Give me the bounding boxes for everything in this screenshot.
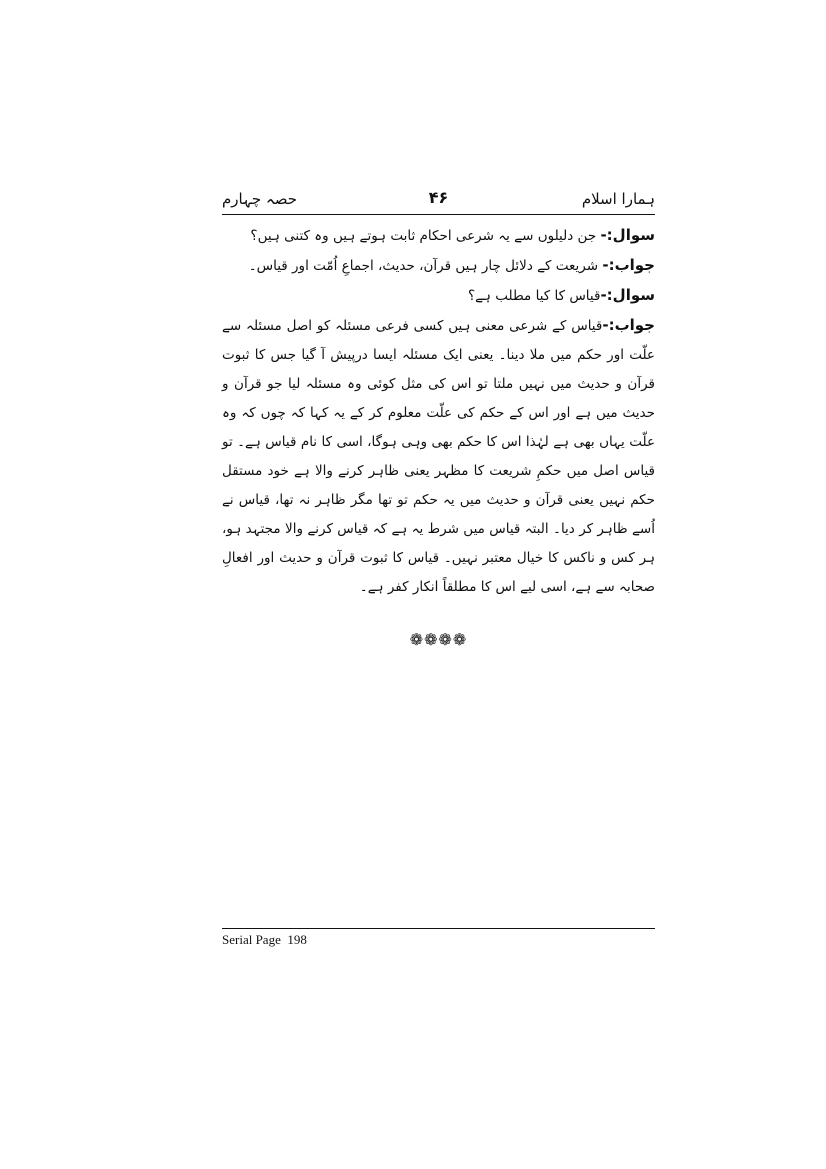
question-label: سوال:- <box>600 226 655 244</box>
answer-label: جواب:- <box>602 256 655 274</box>
page-body <box>222 188 655 649</box>
header-rule <box>222 214 655 215</box>
serial-label: Serial Page <box>222 932 281 947</box>
serial-page <box>222 932 655 948</box>
book-title: ہمارا اسلام <box>581 190 655 208</box>
page-number: ۴۶ <box>428 188 449 207</box>
answer-text: شریعت کے دلائل چار ہیں قرآن، حدیث، اجماعِ اُمّت اور قیاس۔ <box>248 258 603 274</box>
question-label: سوال:- <box>600 286 655 304</box>
part-label: حصہ چہارم <box>222 190 297 208</box>
running-header <box>222 188 655 214</box>
serial-number: 198 <box>287 932 307 947</box>
answer-text: قیاس کے شرعی معنی ہیں کسی فرعی مسئلہ کو اصل مسئلہ سے علّت اور حکم میں ملا دینا۔ یعنی ایک مسئلہ ایسا درپیش آ گیا جس کا ثبوت قرآن و حدیث میں نہیں ملتا تو اس کی مثل کوئی وہ مسئلہ لیا جو قرآن و حدیث میں ہے اور اس کے حکم کی علّت معلوم کر کے یہ کہا کہ چوں کہ وہ علّت یہاں بھی ہے لہٰذا اس کا حکم بھی وہی ہوگا، اسی کا نام قیاس ہے۔ تو قیاس اصل میں حکمِ شریعت کا مظہر یعنی ظاہر کرنے والا ہے خود مستقل حکم نہیں یعنی قرآن و حدیث میں یہ حکم تو تھا مگر ظاہر نہ تھا، قیاس نے اُسے ظاہر کر دیا۔ البتہ قیاس میں شرط یہ ہے کہ قیاس کرنے والا مجتہد ہو، ہر کس و ناکس کا خیال معتبر نہیں۔ قیاس کا ثبوت قرآن و حدیث اور افعالِ صحابہ سے ہے، اسی لیے اس کا مطلقاً انکار کفر ہے۔ <box>222 318 655 595</box>
question-1 <box>222 221 655 251</box>
question-2 <box>222 281 655 311</box>
page-footer <box>222 928 655 948</box>
section-end-ornament: ❁❁❁❁ <box>409 630 468 649</box>
question-text: جن دلیلوں سے یہ شرعی احکام ثابت ہوتے ہیں وہ کتنی ہیں؟ <box>250 228 601 244</box>
answer-2 <box>222 311 655 602</box>
answer-1 <box>222 251 655 281</box>
footer-rule <box>222 928 655 929</box>
main-content <box>222 221 655 602</box>
answer-label: جواب:- <box>602 316 655 334</box>
question-text: قیاس کا کیا مطلب ہے؟ <box>467 288 601 304</box>
